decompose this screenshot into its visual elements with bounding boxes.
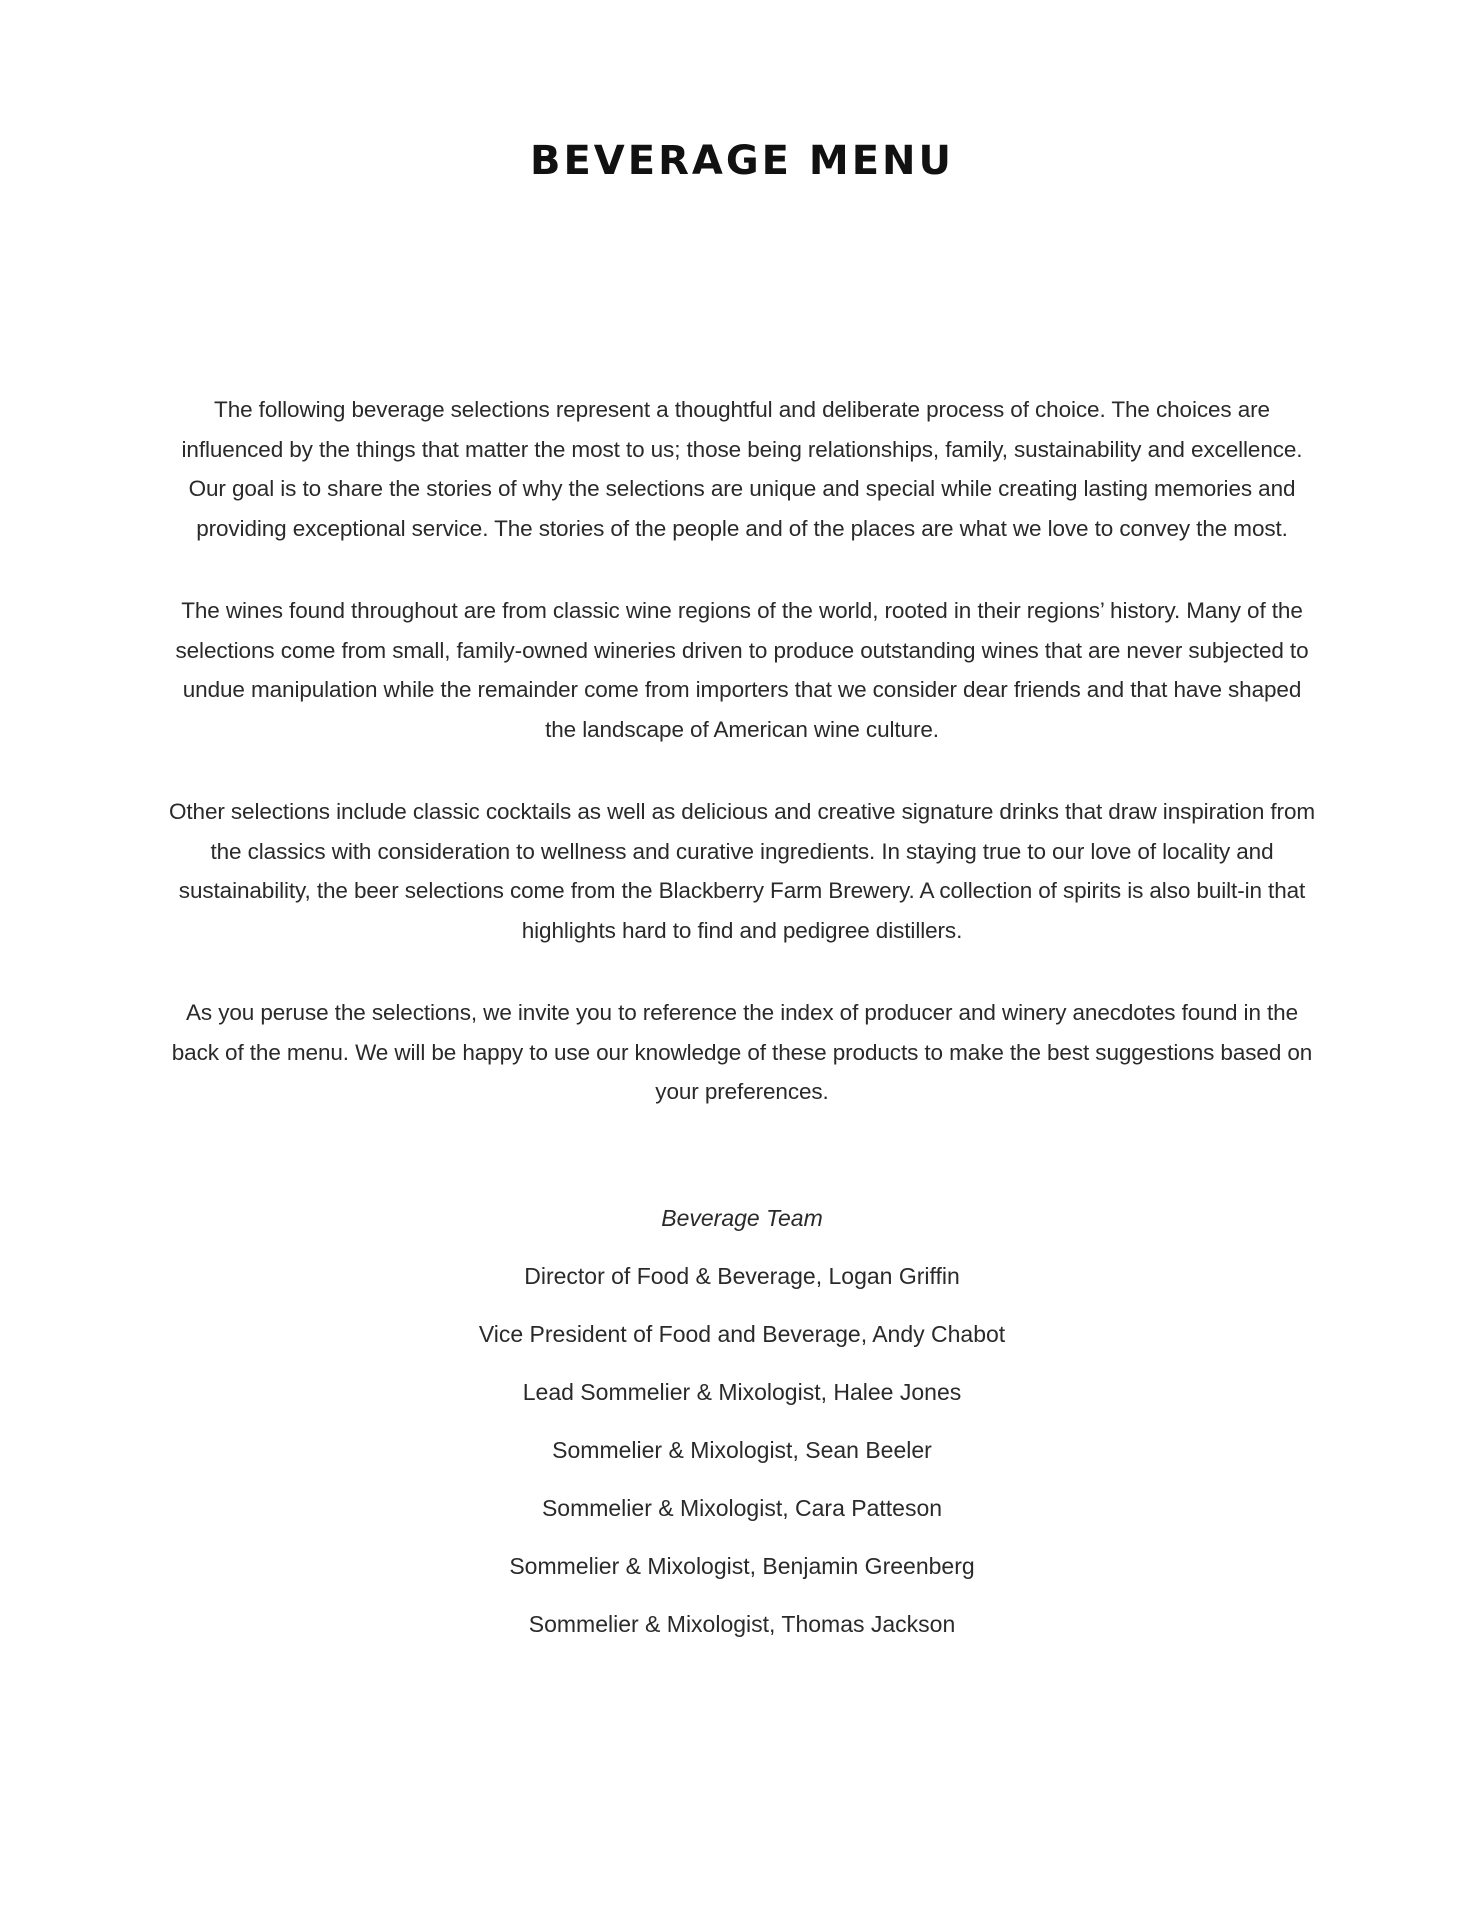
team-member: Sommelier & Mixologist, Thomas Jackson	[528, 1611, 956, 1637]
page-title: BEVERAGE MENU	[529, 138, 955, 184]
team-member: Director of Food & Beverage, Logan Griffin	[524, 1263, 960, 1289]
intro-section	[165, 390, 1319, 1155]
team-member: Vice President of Food and Beverage, Andy Chabot	[478, 1321, 1006, 1347]
team-member: Sommelier & Mixologist, Benjamin Greenberg	[509, 1553, 975, 1579]
beverage-team-section	[0, 1200, 1484, 1664]
intro-paragraph-3: Other selections include classic cocktails as well as delicious and creative signature drinks that draw inspiration from the classics with consideration to wellness and curative ingredients. In staying true to our love of locality and sustainability, the beer selections come from the Blackberry Farm Brewery. A collection of spirits is also built-in that highlights hard to find and pedigree distillers.	[168, 799, 1316, 943]
team-member: Lead Sommelier & Mixologist, Halee Jones	[522, 1379, 962, 1405]
intro-paragraph-4: As you peruse the selections, we invite you to reference the index of producer and winery anecdotes found in the back of the menu. We will be happy to use our knowledge of these products to make the best suggestions based on your preferences.	[171, 1000, 1313, 1104]
team-heading: Beverage Team	[661, 1205, 823, 1231]
team-member: Sommelier & Mixologist, Sean Beeler	[552, 1437, 932, 1463]
intro-paragraph-2: The wines found throughout are from classic wine regions of the world, rooted in their regions’ history. Many of the selections come from small, family-owned wineries driven to produce outstanding wines that are never subjected to undue manipulation while the remainder come from importers that we consider dear friends and that have shaped the landscape of American wine culture.	[175, 598, 1309, 742]
team-member: Sommelier & Mixologist, Cara Patteson	[541, 1495, 943, 1521]
intro-paragraph-1: The following beverage selections represent a thoughtful and deliberate process of choice. The choices are influenced by the things that matter the most to us; those being relationships, family, sustainability and excellence. Our goal is to share the stories of why the selections are unique and special while creating lasting memories and providing exceptional service. The stories of the people and of the places are what we love to convey the most.	[181, 397, 1303, 541]
